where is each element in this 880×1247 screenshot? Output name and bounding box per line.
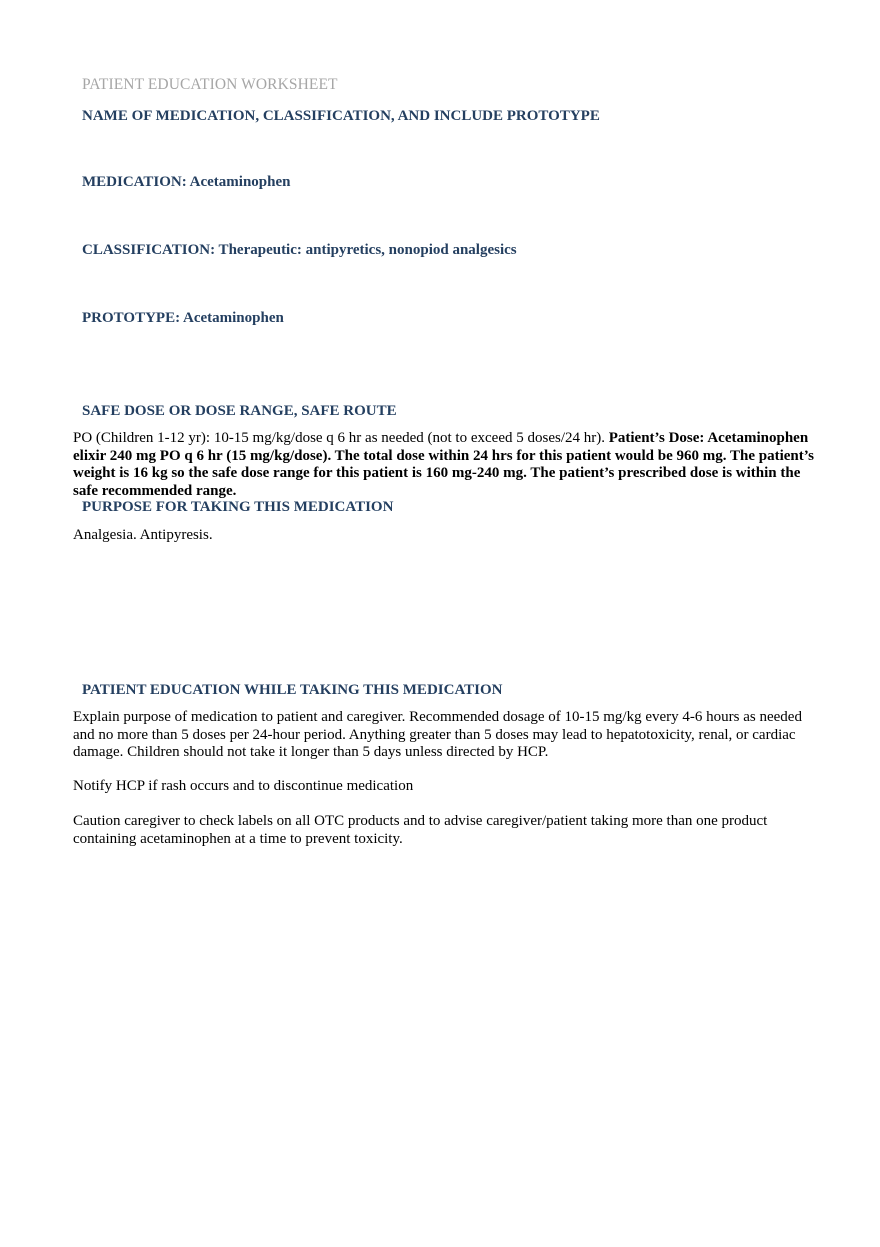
education-paragraph-3: Caution caregiver to check labels on all OTC products and to advise caregiver/patient taking more than one product containing acetaminophen at a time to prevent toxicity. bbox=[73, 813, 768, 847]
classification-label: CLASSIFICATION: Therapeutic: antipyretics, nonopiod analgesics bbox=[82, 242, 517, 258]
purpose-text: Analgesia. Antipyresis. bbox=[73, 527, 213, 543]
route-text: PO (Children 1-12 yr): 10-15 mg/kg/dose q 6 hr as needed (not to exceed 5 doses/24 hr). bbox=[73, 430, 609, 446]
name-classification-heading: NAME OF MEDICATION, CLASSIFICATION, AND INCLUDE PROTOTYPE bbox=[82, 108, 600, 124]
patient-dose-text: Patient’s Dose: Acetaminophen elixir 240 mg PO q 6 hr (15 mg/kg/dose). The total dose within 24 hrs for this patient would be 960 mg. The patient’s weight is 16 kg so the safe dose range for this patient is 160 mg-240 mg. The patient’s prescribed dose is within the safe recommended range. bbox=[73, 430, 815, 499]
prototype-label: PROTOTYPE: Acetaminophen bbox=[82, 310, 284, 326]
safe-dose-text bbox=[73, 430, 825, 500]
education-paragraph-1: Explain purpose of medication to patient and caregiver. Recommended dosage of 10-15 mg/kg every 4-6 hours as needed and no more than 5 doses per 24-hour period. Anything greater than 5 doses may lead to hepatotoxicity, renal, or cardiac damage. Children should not take it longer than 5 days unless directed by HCP. bbox=[73, 709, 802, 760]
worksheet-title: PATIENT EDUCATION WORKSHEET bbox=[82, 76, 338, 93]
education-paragraph-2: Notify HCP if rash occurs and to discontinue medication bbox=[73, 778, 414, 794]
safe-dose-heading: SAFE DOSE OR DOSE RANGE, SAFE ROUTE bbox=[82, 403, 397, 419]
medication-label: MEDICATION: Acetaminophen bbox=[82, 174, 291, 190]
education-heading: PATIENT EDUCATION WHILE TAKING THIS MEDICATION bbox=[82, 682, 503, 698]
purpose-heading: PURPOSE FOR TAKING THIS MEDICATION bbox=[82, 499, 394, 515]
